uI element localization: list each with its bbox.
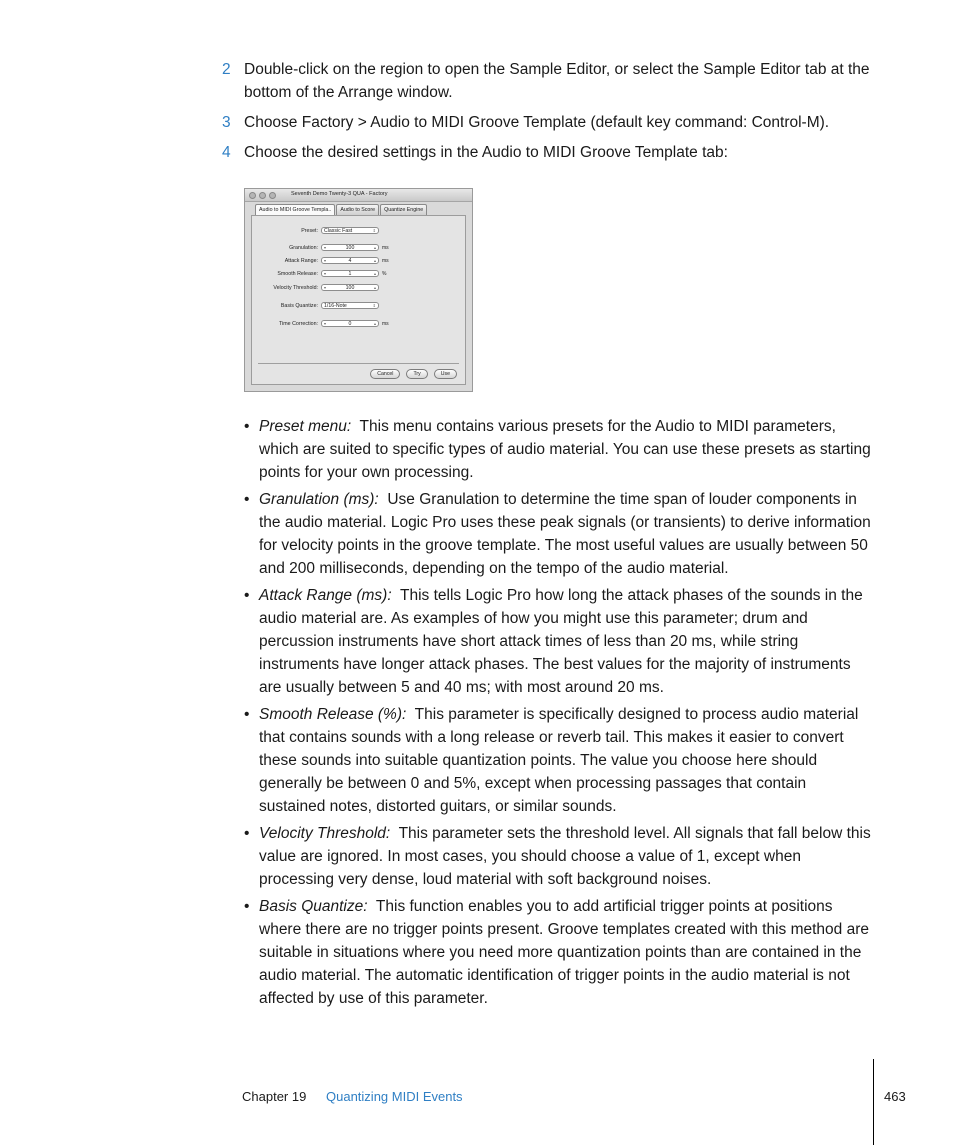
step-number: 3 xyxy=(222,114,231,131)
description: This function enables you to add artificial trigger points at positions where there are no trigger points present. Groove templates created with this method are suitable in situations where you need more quantization points than are contained in the audio material. The automatic identification of trigger points in the audio material is not affected by use of this parameter. xyxy=(259,898,869,1007)
step-number: 4 xyxy=(222,144,231,161)
decrement-icon[interactable]: ▾ xyxy=(324,321,327,326)
basis-quantize-popup[interactable]: 1/16-Note ⇕ xyxy=(321,302,379,309)
try-button[interactable]: Try xyxy=(406,369,427,379)
decrement-icon[interactable]: ▾ xyxy=(324,285,327,290)
increment-icon[interactable]: ▴ xyxy=(373,271,376,276)
step-number: 2 xyxy=(222,61,231,78)
velocity-threshold-label: Velocity Threshold: xyxy=(273,284,318,291)
time-correction-unit: ms xyxy=(382,320,389,327)
minimize-window-icon[interactable] xyxy=(259,192,266,199)
step-item xyxy=(222,58,872,104)
increment-icon[interactable]: ▴ xyxy=(373,321,376,326)
smooth-release-label: Smooth Release: xyxy=(277,270,318,277)
velocity-threshold-row xyxy=(252,283,379,292)
preset-popup[interactable]: Classic Fast ⇕ xyxy=(321,227,379,234)
chapter-title-link[interactable]: Quantizing MIDI Events xyxy=(326,1089,463,1104)
time-correction-row xyxy=(252,319,389,328)
granulation-unit: ms xyxy=(382,244,389,251)
page-footer xyxy=(0,1086,954,1110)
close-window-icon[interactable] xyxy=(249,192,256,199)
list-item xyxy=(244,703,874,818)
basis-quantize-row xyxy=(252,301,379,310)
list-item xyxy=(244,822,874,891)
term: Velocity Threshold: xyxy=(259,825,391,842)
step-text: Double-click on the region to open the Sample Editor, or select the Sample Editor tab at the bottom of the Arrange window. xyxy=(244,61,870,101)
step-text: Choose Factory > Audio to MIDI Groove Template (default key command: Control-M). xyxy=(244,114,830,131)
description: This parameter is specifically designed to process audio material that contains sounds with a long release or reverb tail. This makes it easier to convert these sounds into suitable quantization points. The value you choose here should generally be between 0 and 5%, except when processing passages that contain sustained notes, distorted guitars, or similar sounds. xyxy=(259,706,859,815)
step-item xyxy=(222,111,872,134)
list-item xyxy=(244,895,874,1010)
description: Use Granulation to determine the time span of louder components in the audio material. Logic Pro uses these peak signals (or transients) to derive information for velocity points in the groove template. The most useful values are usually between 50 and 200 milliseconds, depending on the tempo of the audio material. xyxy=(259,491,871,577)
smooth-release-slider[interactable]: ▾ 1 ▴ xyxy=(321,270,379,277)
tab-quantize-engine[interactable]: Quantize Engine xyxy=(380,204,427,216)
use-button[interactable]: Use xyxy=(434,369,457,379)
preset-row xyxy=(252,226,379,235)
smooth-release-row xyxy=(252,269,386,278)
time-correction-slider[interactable]: ▾ 0 ▴ xyxy=(321,320,379,327)
settings-panel xyxy=(251,215,466,385)
window-title: Seventh Demo Twenty-3 QUA - Factory xyxy=(291,191,388,197)
smooth-release-unit: % xyxy=(382,270,387,277)
button-group xyxy=(370,369,457,379)
description: This menu contains various presets for the Audio to MIDI parameters, which are suited to specific types of audio material. You can use these presets as starting points for your own processing. xyxy=(259,418,871,481)
divider xyxy=(258,363,459,364)
bullet-icon: • xyxy=(244,898,250,915)
bullet-icon: • xyxy=(244,706,250,723)
term: Granulation (ms): xyxy=(259,491,379,508)
description: This parameter sets the threshold level. All signals that fall below this value are ignored. In most cases, you should choose a value of 1, except when processing very dense, loud material with soft background noises. xyxy=(259,825,871,888)
tab-audio-to-score[interactable]: Audio to Score xyxy=(336,204,379,216)
page-number: 463 xyxy=(884,1089,906,1104)
tab-audio-to-midi-groove[interactable]: Audio to MIDI Groove Templa.. xyxy=(255,204,335,216)
basis-quantize-label: Basis Quantize: xyxy=(280,302,318,309)
bullet-icon: • xyxy=(244,491,250,508)
increment-icon[interactable]: ▴ xyxy=(373,285,376,290)
granulation-label: Granulation: xyxy=(289,244,318,251)
attack-range-label: Attack Range: xyxy=(284,257,318,264)
attack-range-row xyxy=(252,256,389,265)
bullet-icon: • xyxy=(244,825,250,842)
term: Basis Quantize: xyxy=(259,898,368,915)
preset-label: Preset: xyxy=(301,227,318,234)
term: Attack Range (ms): xyxy=(259,587,392,604)
granulation-slider[interactable]: ▾ 100 ▴ xyxy=(321,244,379,251)
chapter-label: Chapter 19 xyxy=(242,1089,307,1104)
term: Smooth Release (%): xyxy=(259,706,407,723)
zoom-window-icon[interactable] xyxy=(269,192,276,199)
footer-divider xyxy=(873,1059,874,1145)
increment-icon[interactable]: ▴ xyxy=(373,258,376,263)
decrement-icon[interactable]: ▾ xyxy=(324,271,327,276)
attack-range-unit: ms xyxy=(382,257,389,264)
decrement-icon[interactable]: ▾ xyxy=(324,258,327,263)
step-item xyxy=(222,141,872,164)
updown-arrows-icon: ⇕ xyxy=(372,303,376,308)
bullet-icon: • xyxy=(244,587,250,604)
step-text: Choose the desired settings in the Audio to MIDI Groove Template tab: xyxy=(244,144,728,161)
time-correction-label: Time Correction: xyxy=(279,320,318,327)
window-titlebar xyxy=(245,189,472,202)
attack-range-slider[interactable]: ▾ 4 ▴ xyxy=(321,257,379,264)
list-item xyxy=(244,415,874,484)
term: Preset menu: xyxy=(259,418,352,435)
bullet-icon: • xyxy=(244,418,250,435)
list-item xyxy=(244,488,874,580)
velocity-threshold-slider[interactable]: ▾ 100 ▴ xyxy=(321,284,379,291)
cancel-button[interactable]: Cancel xyxy=(370,369,400,379)
updown-arrows-icon: ⇕ xyxy=(372,228,376,233)
decrement-icon[interactable]: ▾ xyxy=(324,245,327,250)
numbered-steps xyxy=(222,58,872,171)
list-item xyxy=(244,584,874,699)
increment-icon[interactable]: ▴ xyxy=(373,245,376,250)
description: This tells Logic Pro how long the attack phases of the sounds in the audio material are. As examples of how you might use this parameter; drum and percussion instruments have short attack times of less than 20 ms, while string instruments have longer attack phases. The best values for the majority of instruments are usually between 5 and 40 ms; with most around 20 ms. xyxy=(259,587,863,696)
granulation-row xyxy=(252,243,389,252)
groove-template-screenshot xyxy=(244,188,473,392)
parameter-list xyxy=(244,415,874,1014)
